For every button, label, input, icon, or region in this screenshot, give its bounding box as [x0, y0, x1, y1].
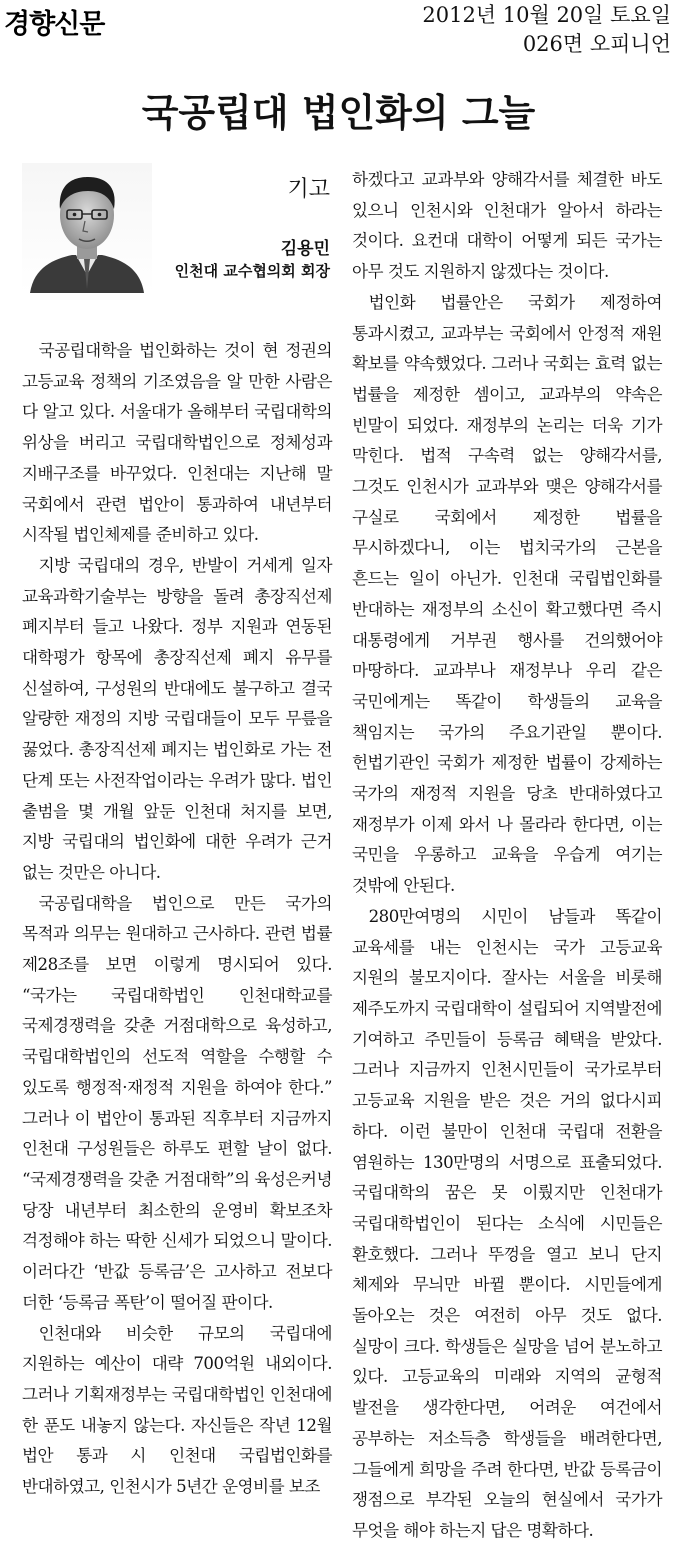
author-portrait — [22, 163, 152, 293]
paragraph: 280만여명의 시민이 남들과 똑같이 교육세를 내는 인천시는 국가 고등교육 지원의 불모지이다. 잘사는 서울을 비롯해 제주도까지 국립대학이 설립되어 지역발전에 기여하고 주민들이 등록금 혜택을 받았다. 그러나 지금까지 인천시민들이 국가로부터 고등교육 지원을 받은 것은 거의 없다시피 하다. 이런 불만이 인천대 국립대 전환을 염원하는 130만명의 서명으로 표출되었다. 국립대학의 꿈은 못 이뤘지만 인천대가 국립대학법인이 된다는 소식에 시민들은 환호했다. 그러나 뚜껑을 열고 보니 단지 체제와 무늬만 바뀔 뿐이다. 시민들에게 돌아오는 것은 여전히 아무 것도 없다. 실망이 크다. 학생들은 실망을 넘어 분노하고 있다. 고등교육의 미래와 지역의 균형적 발전을 생각한다면, 어려운 여건에서 공부하는 저소득층 학생들을 배려한다면, 그들에게 희망을 주려 한다면, 반값 등록금이 쟁점으로 부각된 오늘의 현실에서 국가가 무엇을 해야 하는지 답은 명확하다. — [352, 906, 662, 1540]
newspaper-masthead: 경향신문 — [4, 9, 105, 40]
page-section: 026면 오피니언 — [522, 32, 671, 56]
paragraph: 하겠다고 교과부와 양해각서를 체결한 바도 있으니 인천시와 인천대가 알아서 하라는 것이다. 요컨대 대학이 어떻게 되든 국가는 아무 것도 지원하지 않겠다는 것이다. — [352, 170, 662, 282]
article-headline: 국공립대 법인화의 그늘 — [141, 91, 536, 135]
page-header — [0, 0, 677, 70]
paragraph: 지방 국립대의 경우, 반발이 거세게 일자 교육과학기술부는 방향을 돌려 총장직선제 폐지부터 들고 나왔다. 정부 지원과 연동된 대학평가 항목에 총장직선제 폐지 유무를 신설하여, 구성원의 반대에도 불구하고 결국 알량한 재정의 지방 국립대들이 모두 무릎을 꿇었다. 총장직선제 폐지는 법인화로 가는 전 단계 또는 사전작업이라는 우려가 많다. 법인 출범을 몇 개월 앞둔 인천대 처지를 보면, 지방 국립대의 법인화에 대한 우려가 근거 없는 것만은 아니다. — [22, 555, 332, 882]
publication-date: 2012년 10월 20일 토요일 — [422, 3, 671, 27]
article-column-2 — [352, 165, 662, 1547]
paragraph: 국공립대학을 법인으로 만든 국가의 목적과 의무는 원대하고 근사하다. 관련 법률 제28조를 보면 이렇게 명시되어 있다. “국가는 국립대학법인 인천대학교를 국제경쟁력을 갖춘 거점대학으로 육성하고, 국립대학법인의 선도적 역할을 수행할 수 있도록 행정적·재정적 지원을 하여야 한다.” 그러나 이 법안이 통과된 직후부터 지금까지 인천대 구성원들은 하루도 편할 날이 없다. “국제경쟁력을 갖춘 거점대학”의 육성은커녕 당장 내년부터 최소한의 운영비 확보조차 걱정해야 하는 딱한 신세가 되었으니 말이다. 이러다간 ‘반값 등록금’은 고사하고 전보다 더한 ‘등록금 폭탄’이 떨어질 판이다. — [22, 893, 332, 1312]
author-name: 김용민 — [280, 239, 330, 259]
paragraph: 인천대와 비슷한 규모의 국립대에 지원하는 예산이 대략 700억원 내외이다. 그러나 기획재정부는 국립대학법인 인천대에 한 푼도 내놓지 않는다. 자신들은 작년 12월 법안 통과 시 인천대 국립법인화를 반대하였고, 인천시가 5년간 운영비를 보조 — [22, 1323, 332, 1497]
article-category: 기고 — [287, 177, 330, 202]
article-column-1 — [22, 336, 332, 1503]
author-role: 인천대 교수협의회 회장 — [174, 262, 330, 280]
paragraph: 국공립대학을 법인화하는 것이 현 정권의 고등교육 정책의 기조였음을 알 만한 사람은 다 알고 있다. 서울대가 올해부터 국립대학의 위상을 버리고 국립대학법인으로 정체성과 지배구조를 바꾸었다. 인천대는 지난해 말 국회에서 관련 법안이 통과하여 내년부터 시작될 법인체제를 준비하고 있다. — [22, 341, 332, 545]
paragraph: 법인화 법률안은 국회가 제정하여 통과시켰고, 교과부는 국회에서 안정적 재원 확보를 약속했었다. 그러나 국회는 효력 없는 법률을 제정한 셈이고, 교과부의 약속은 빈말이 되었다. 재정부의 논리는 더욱 기가 막힌다. 법적 구속력 없는 양해각서를, 그것도 인천시가 교과부와 맺은 양해각서를 구실로 국회에서 제정한 법률을 무시하겠다니, 이는 법치국가의 근본을 흔드는 일이 아닌가. 인천대 국립법인화를 반대하는 재정부의 소신이 확고했다면 즉시 대통령에게 거부권 행사를 건의했어야 마땅하다. 교과부나 재정부나 우리 같은 국민에게는 똑같이 학생들의 교육을 책임지는 국가의 주요기관일 뿐이다. 헌법기관인 국회가 제정한 법률이 강제하는 국가의 재정적 지원을 당초 반대하였다고 재정부가 이제 와서 나 몰라라 한다면, 이는 국민을 우롱하고 교육을 우습게 여기는 것밖에 안된다. — [352, 292, 662, 896]
